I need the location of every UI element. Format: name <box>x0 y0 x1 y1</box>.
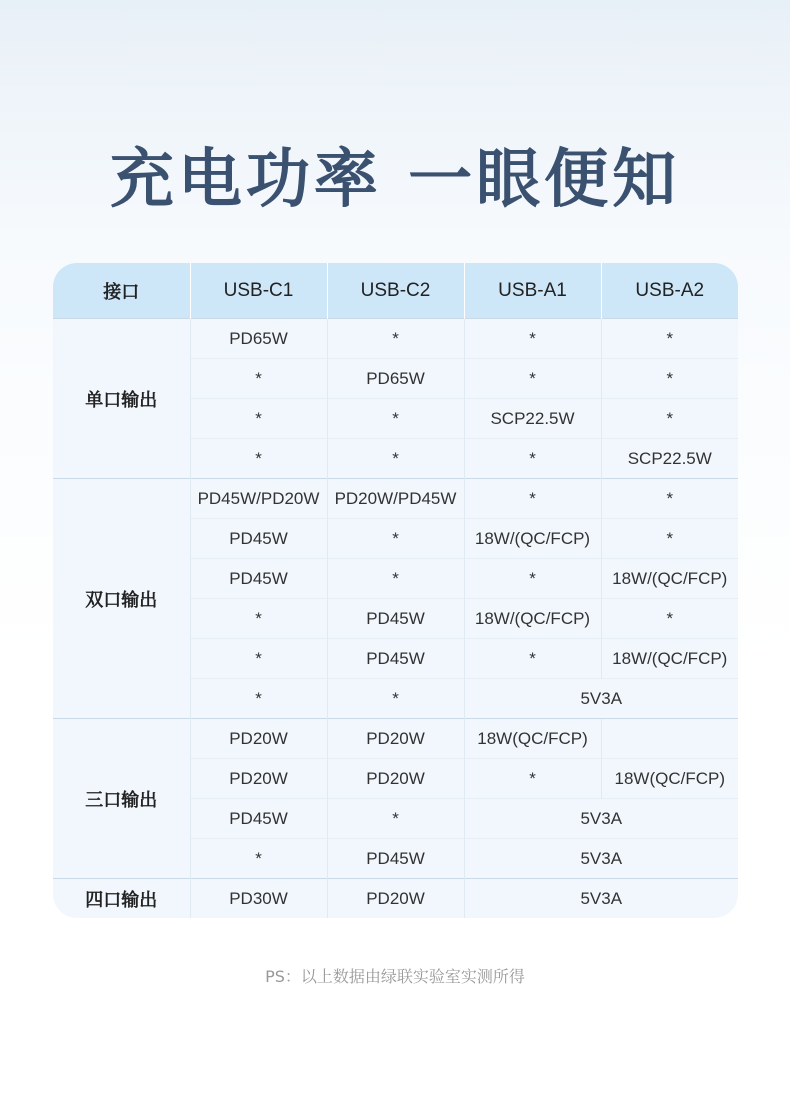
table-cell: PD20W <box>190 759 327 799</box>
table-cell: PD45W <box>327 639 464 679</box>
table-cell: PD65W <box>327 359 464 399</box>
table-row <box>53 879 738 919</box>
table-cell: * <box>190 679 327 719</box>
table-row <box>53 479 738 519</box>
table-cell: * <box>190 599 327 639</box>
table-cell: * <box>190 639 327 679</box>
page-title: 充电功率 一眼便知 <box>109 143 681 217</box>
header-usb-a1: USB-A1 <box>464 263 601 319</box>
header-usb-c2: USB-C2 <box>327 263 464 319</box>
table-cell: SCP22.5W <box>464 399 601 439</box>
table-cell: 18W(QC/FCP) <box>601 759 738 799</box>
table-cell: 18W/(QC/FCP) <box>601 639 738 679</box>
table-cell: * <box>601 319 738 359</box>
table-cell: SCP22.5W <box>601 439 738 479</box>
table-cell: * <box>601 399 738 439</box>
table-cell: * <box>464 359 601 399</box>
table-row <box>53 719 738 759</box>
table-cell-merged: 5V3A <box>464 879 738 919</box>
header-port: 接口 <box>53 263 190 319</box>
table-cell: * <box>601 519 738 559</box>
table-cell-merged: 5V3A <box>464 839 738 879</box>
table-cell: PD20W/PD45W <box>327 479 464 519</box>
table-cell: * <box>464 439 601 479</box>
header-usb-c1: USB-C1 <box>190 263 327 319</box>
table-cell: * <box>190 439 327 479</box>
table-cell: * <box>327 519 464 559</box>
table-cell: * <box>601 479 738 519</box>
table-cell: PD45W <box>190 799 327 839</box>
table-cell: PD20W <box>190 719 327 759</box>
table-cell: * <box>327 799 464 839</box>
table-cell: * <box>190 839 327 879</box>
table-cell: 18W/(QC/FCP) <box>464 599 601 639</box>
table-cell: PD30W <box>190 879 327 919</box>
table-row <box>53 319 738 359</box>
table-cell: PD45W <box>327 839 464 879</box>
power-table-container <box>53 263 738 918</box>
table-cell: * <box>601 359 738 399</box>
table-cell <box>601 719 738 759</box>
table-cell: * <box>464 759 601 799</box>
table-cell: 18W/(QC/FCP) <box>464 519 601 559</box>
table-cell: PD20W <box>327 759 464 799</box>
table-cell: 18W(QC/FCP) <box>464 719 601 759</box>
table-cell: * <box>464 639 601 679</box>
table-cell: PD20W <box>327 879 464 919</box>
table-cell: * <box>190 359 327 399</box>
table-cell: * <box>327 679 464 719</box>
table-cell: PD45W <box>190 519 327 559</box>
table-cell: PD65W <box>190 319 327 359</box>
table-cell: * <box>464 559 601 599</box>
table-cell: PD45W <box>327 599 464 639</box>
table-cell: * <box>464 479 601 519</box>
header-usb-a2: USB-A2 <box>601 263 738 319</box>
table-cell: 18W/(QC/FCP) <box>601 559 738 599</box>
table-cell: PD45W <box>190 559 327 599</box>
table-cell-merged: 5V3A <box>464 679 738 719</box>
table-cell: PD45W/PD20W <box>190 479 327 519</box>
table-cell: * <box>601 599 738 639</box>
group-label-single: 单口输出 <box>53 319 190 479</box>
table-cell: * <box>327 319 464 359</box>
footnote: PS：以上数据由绿联实验室实测所得 <box>265 967 525 986</box>
table-header-row <box>53 263 738 319</box>
table-cell: * <box>464 319 601 359</box>
table-cell: * <box>327 559 464 599</box>
group-label-dual: 双口输出 <box>53 479 190 719</box>
table-cell: * <box>327 399 464 439</box>
group-label-triple: 三口输出 <box>53 719 190 879</box>
table-cell: PD20W <box>327 719 464 759</box>
table-cell-merged: 5V3A <box>464 799 738 839</box>
group-label-quad: 四口输出 <box>53 879 190 919</box>
table-cell: * <box>190 399 327 439</box>
power-table <box>53 263 738 918</box>
table-cell: * <box>327 439 464 479</box>
